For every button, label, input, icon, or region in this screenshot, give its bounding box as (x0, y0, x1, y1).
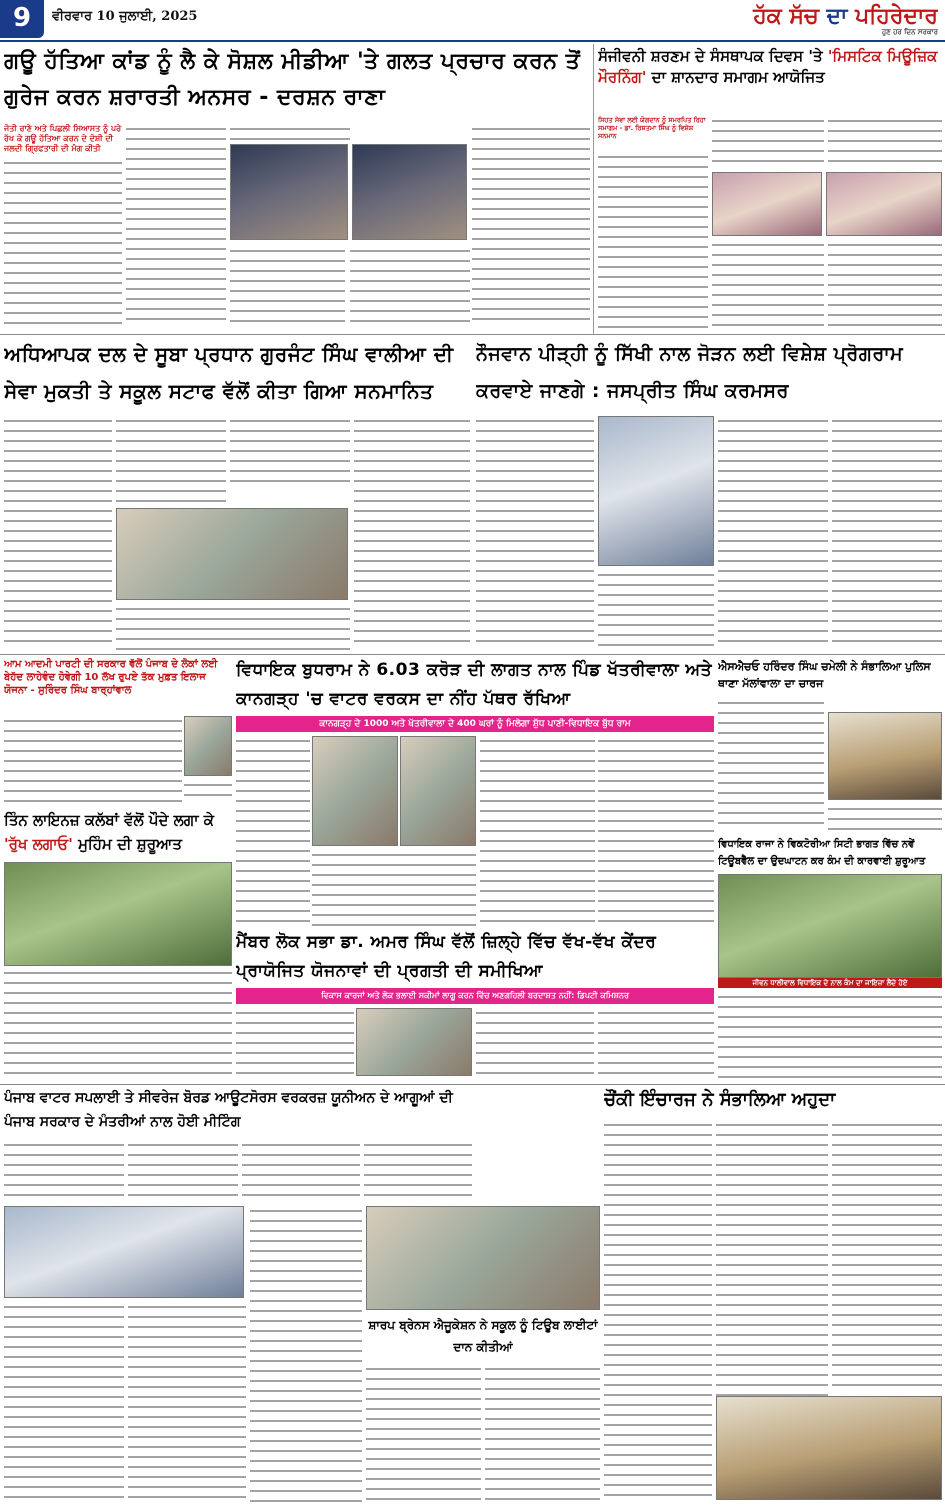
lions-photo (4, 862, 232, 966)
lead-text-col-2 (126, 124, 226, 326)
water-text-6 (128, 1302, 246, 1502)
sanjivani-text-5 (828, 240, 942, 328)
chowki-text-3 (832, 1120, 942, 1390)
water-text-1 (4, 1140, 124, 1202)
sanjivani-text-2 (712, 116, 824, 170)
divider (593, 44, 594, 334)
chowki-text-1 (604, 1120, 712, 1502)
sanjivani-photo-1 (712, 172, 822, 236)
lions-text (4, 968, 232, 1080)
lead-text-col-3 (230, 124, 350, 140)
budhram-photo-2 (400, 736, 476, 846)
divider (0, 334, 945, 335)
aap-headline: ਆਮ ਆਦਮੀ ਪਾਰਟੀ ਦੀ ਸਰਕਾਰ ਵੱਲੋਂ ਪੰਜਾਬ ਦੇ ਲੋਕਾਂ ਲਈ ਬੇਹੱਦ ਲਾਹੇਵੰਦ ਹੋਵੇਗੀ 10 ਲੱਖ ਰੁਪਏ ਤੱਕ ਮੁਫ਼ਤ ਇਲਾਜ ਯੋਜਨਾ - ਸੁਰਿੰਦਰ ਸਿੰਘ ਬਾਰ੍ਹਾਂਵਾਲ (4, 659, 218, 696)
tree-photo (718, 874, 942, 978)
school-text-1 (366, 1364, 481, 1502)
aap-portrait (184, 716, 232, 776)
divider (0, 654, 945, 655)
page-number: 9 (0, 0, 44, 38)
lions-highlight: 'ਰੁੱਖ ਲਗਾਓ' (4, 835, 73, 853)
tree-caption: ਜੀਵਨ ਧਾਲੀਵਾਲ ਵਿਧਾਇਕ ਦੇ ਨਾਲ ਕੰਮ ਦਾ ਜਾਇਜ਼ਾ ਲੈਂਦੇ ਹੋਏ (718, 978, 942, 988)
divider (0, 1084, 945, 1085)
masthead-part2: ਦਾ (826, 3, 848, 29)
youth-text-1 (476, 416, 594, 650)
water-text-3 (242, 1140, 360, 1200)
lead-text-col-6 (472, 124, 590, 326)
lead-byline: ਜੋਤੀ ਰਾਣੇ ਅਤੇ ਪਿਛਲੀ ਸਿਆਸਤ ਨੂੰ ਪਰੇ ਰੱਖ ਕੇ ਗਊ ਹੱਤਿਆ ਕਰਨ ਦੇ ਦੋਸ਼ੀ ਦੀ ਜਲਦੀ ਗ੍ਰਿਫਤਾਰੀ ਦੀ ਮੰਗ ਕੀਤੀ (4, 124, 122, 153)
youth-photo (598, 416, 714, 566)
water-text-2 (128, 1140, 238, 1200)
water-text-7 (250, 1206, 362, 1502)
chowki-headline: ਚੌਂਕੀ ਇੰਚਾਰਜ ਨੇ ਸੰਭਾਲਿਆ ਅਹੁਦਾ (604, 1089, 836, 1110)
lead-text-col-4 (230, 246, 345, 326)
youth-text-3 (718, 416, 828, 650)
budhram-text-2 (312, 850, 476, 926)
mp-text-3 (598, 1008, 714, 1080)
school-photo (366, 1206, 600, 1310)
lead-headline: ਗਊ ਹੱਤਿਆ ਕਾਂਡ ਨੂੰ ਲੈ ਕੇ ਸੋਸ਼ਲ ਮੀਡੀਆ 'ਤੇ ਗਲਤ ਪ੍ਰਚਾਰ ਕਰਨ ਤੋਂ ਗੁਰੇਜ ਕਰਨ ਸ਼ਰਾਰਤੀ ਅਨਸਰ - ਦਰਸ਼ਨ ਰਾਣਾ (4, 49, 581, 110)
water-headline: ਪੰਜਾਬ ਵਾਟਰ ਸਪਲਾਈ ਤੇ ਸੀਵਰੇਜ ਬੋਰਡ ਆਊਟਸੋਰਸ ਵਰਕਰਜ਼ ਯੂਨੀਅਨ ਦੇ ਆਗੂਆਂ ਦੀ ਪੰਜਾਬ ਸਰਕਾਰ ਦੇ ਮੰਤਰੀਆਂ ਨਾਲ ਹੋਈ ਮੀਟਿੰਗ (4, 1090, 453, 1130)
mp-text-2 (476, 1008, 594, 1080)
sanjivani-highlight: 'ਮਿਸਟਿਕ ਮਿਊਜ਼ਿਕ ਮੌਰਨਿੰਗ' (598, 47, 938, 86)
teacher-text-2 (116, 416, 226, 506)
mp-photo (356, 1008, 472, 1076)
aap-text-2 (184, 780, 232, 804)
lions-headline-end: ਮੁਹਿੰਮ ਦੀ ਸ਼ੁਰੂਆਤ (78, 835, 182, 853)
ssp-text-2 (828, 804, 942, 832)
date-line: ਵੀਰਵਾਰ 10 ਜੁਲਾਈ, 2025 (52, 9, 198, 24)
youth-text-4 (832, 416, 942, 650)
lead-text-col-5 (350, 246, 470, 326)
mp-text-1 (236, 1008, 354, 1080)
sanjivani-headline (598, 46, 942, 112)
masthead-part3: ਪਹਿਰੇਦਾਰ (855, 3, 938, 29)
water-text-5 (4, 1302, 124, 1502)
budhram-banner: ਕਾਨਗੜ੍ਹ ਦੇ 1000 ਅਤੇ ਖੱਤਰੀਵਾਲਾ ਦੇ 400 ਘਰਾਂ ਨੂੰ ਮਿਲੇਗਾ ਸ਼ੁੱਧ ਪਾਣੀ-ਵਿਧਾਇਕ ਬੁੱਧ ਰਾਮ (236, 716, 714, 732)
aap-text-1 (4, 716, 182, 804)
sanjivani-text-1 (598, 152, 708, 328)
sanjivani-text-3 (828, 116, 942, 170)
mp-headline: ਮੈਂਬਰ ਲੋਕ ਸਭਾ ਡਾ. ਅਮਰ ਸਿੰਘ ਵੱਲੋਂ ਜ਼ਿਲ੍ਹੇ ਵਿੱਚ ਵੱਖ-ਵੱਖ ਕੇਂਦਰ ਪ੍ਰਾਯੋਜਿਤ ਯੋਜਨਾਵਾਂ ਦੀ ਪ੍ਰਗਤੀ ਦੀ ਸਮੀਖਿਆ (236, 932, 657, 981)
teacher-text-5 (354, 416, 470, 650)
tree-text (718, 992, 942, 1080)
sanjivani-sub: ਸਿਹਤ ਸੇਵਾ ਲਈ ਯੋਗਦਾਨ ਨੂੰ ਸਮਰਪਿਤ ਰਿਹਾ ਸਮਾਗਮ - ਡਾ. ਰਿਸ਼ਤਮਾ ਸਿੰਘ ਨੂੰ ਵਿਸ਼ੇਸ਼ ਸਨਮਾਨ (598, 116, 706, 140)
water-text-4 (364, 1140, 472, 1200)
masthead-logo (620, 0, 938, 40)
youth-text-2 (598, 570, 714, 650)
sanjivani-headline-1: ਸੰਜੀਵਨੀ ਸ਼ਰਣਮ ਦੇ ਸੰਸਥਾਪਕ ਦਿਵਸ 'ਤੇ (598, 47, 823, 65)
youth-headline: ਨੌਜਵਾਨ ਪੀੜ੍ਹੀ ਨੂੰ ਸਿੱਖੀ ਨਾਲ ਜੋੜਨ ਲਈ ਵਿਸ਼ੇਸ਼ ਪ੍ਰੋਗਰਾਮ ਕਰਵਾਏ ਜਾਣਗੇ : ਜਸਪ੍ਰੀਤ ਸਿੰਘ ਕਰਮਸਰ (476, 343, 904, 402)
budhram-text-1 (236, 736, 310, 926)
ssp-text-1 (718, 698, 824, 832)
teacher-photo (116, 508, 348, 600)
school-headline: ਸ਼ਾਰਪ ਬ੍ਰੇਨਸ ਐਜੂਕੇਸ਼ਨ ਨੇ ਸਕੂਲ ਨੂੰ ਟਿਊਬ ਲਾਈਟਾਂ ਦਾਨ ਕੀਤੀਆਂ (368, 1318, 598, 1354)
lions-headline (4, 808, 232, 860)
teacher-text-4 (116, 604, 350, 650)
lead-photo-2 (352, 144, 467, 240)
water-photo (4, 1206, 244, 1298)
sanjivani-headline-2: ਦਾ ਸ਼ਾਨਦਾਰ ਸਮਾਗਮ ਆਯੋਜਿਤ (651, 68, 825, 86)
budhram-headline: ਵਿਧਾਇਕ ਬੁਧਰਾਮ ਨੇ 6.03 ਕਰੋੜ ਦੀ ਲਾਗਤ ਨਾਲ ਪਿੰਡ ਖੱਤਰੀਵਾਲਾ ਅਤੇ ਕਾਨਗੜ੍ਹ 'ਚ ਵਾਟਰ ਵਰਕਸ ਦਾ ਨੀਂਹ ਪੱਥਰ ਰੱਖਿਆ (236, 660, 713, 709)
ssp-headline: ਐਸਐਚਓ ਹਰਿੰਦਰ ਸਿੰਘ ਚਮੇਲੀ ਨੇ ਸੰਭਾਲਿਆ ਪੁਲਿਸ ਥਾਣਾ ਮੱਲਾਂਵਾਲਾ ਦਾ ਚਾਰਜ (718, 660, 931, 690)
budhram-photo-1 (312, 736, 398, 846)
masthead-part1: ਹੱਕ ਸੱਚ (753, 3, 819, 29)
tree-headline: ਵਿਧਾਇਕ ਰਾਜਾ ਨੇ ਵਿਕਟੋਰੀਆ ਸਿਟੀ ਭਾਗਤ ਵਿੱਚ ਨਵੇਂ ਟਿਊਬਵੈੱਲ ਦਾ ਉਦਘਾਟਨ ਕਰ ਕੰਮ ਦੀ ਕਾਰਵਾਈ ਸ਼ੁਰੂਆਤ (718, 839, 926, 867)
budhram-text-4 (598, 736, 714, 926)
budhram-text-3 (480, 736, 595, 926)
sanjivani-photo-2 (826, 172, 942, 236)
school-text-2 (485, 1364, 600, 1502)
masthead-tagline: ਹੁਣ ਹਰ ਦਿਨ ਸਰਕਾਰ (881, 27, 938, 36)
mp-banner: ਵਿਕਾਸ ਕਾਰਜਾਂ ਅਤੇ ਲੋਕ ਭਲਾਈ ਸਕੀਮਾਂ ਲਾਗੂ ਕਰਨ ਵਿੱਚ ਅਣਗਹਿਲੀ ਬਰਦਾਸ਼ਤ ਨਹੀਂ: ਡਿਪਟੀ ਕਮਿਸ਼ਨਰ (236, 988, 714, 1004)
teacher-text-1 (4, 416, 112, 650)
lead-photo-1 (230, 144, 348, 240)
ssp-photo (828, 712, 942, 800)
lions-headline-1: ਤਿੰਨ ਲਾਇਨਜ਼ ਕਲੱਬਾਂ ਵੱਲੋਂ ਪੌਦੇ ਲਗਾ ਕੇ (4, 811, 214, 829)
teacher-headline: ਅਧਿਆਪਕ ਦਲ ਦੇ ਸੂਬਾ ਪ੍ਰਧਾਨ ਗੁਰਜੰਟ ਸਿੰਘ ਵਾਲੀਆ ਦੀ ਸੇਵਾ ਮੁਕਤੀ ਤੇ ਸਕੂਲ ਸਟਾਫ ਵੱਲੋਂ ਕੀਤਾ ਗਿਆ ਸਨਮਾਨਿਤ (4, 342, 454, 403)
lead-text-col-1 (4, 158, 122, 326)
teacher-text-3 (230, 416, 350, 486)
sanjivani-text-4 (712, 240, 824, 328)
chowki-photo (716, 1396, 942, 1500)
header-rule (0, 40, 945, 42)
